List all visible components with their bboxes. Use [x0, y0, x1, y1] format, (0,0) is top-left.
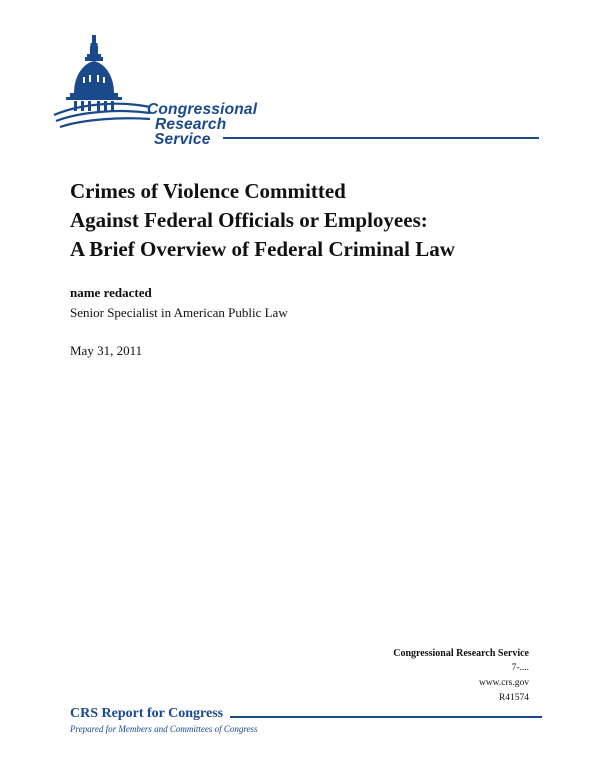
logo-divider	[223, 137, 539, 139]
contact-phone: 7-....	[511, 663, 529, 673]
title-line-1: Crimes of Violence Committed	[70, 179, 346, 203]
report-number: R41574	[498, 693, 529, 703]
logo-wordmark	[147, 102, 257, 147]
logo-line-2: Research	[155, 116, 227, 133]
author-role: Senior Specialist in American Public Law	[70, 305, 288, 320]
footer-divider	[230, 716, 542, 718]
contact-website: www.crs.gov	[478, 678, 529, 688]
title-line-2: Against Federal Officials or Employees:	[70, 208, 428, 232]
contact-organization: Congressional Research Service	[393, 648, 529, 659]
title-line-3: A Brief Overview of Federal Criminal Law	[70, 237, 455, 261]
footer-subtitle: Prepared for Members and Committees of Congress	[70, 724, 258, 734]
author-name: name redacted	[70, 285, 152, 300]
report-date: May 31, 2011	[70, 343, 143, 358]
logo-line-1: Congressional	[147, 101, 258, 118]
capitol-dome-icon	[52, 33, 152, 148]
logo-line-3: Service	[154, 131, 211, 148]
report-title	[70, 177, 570, 264]
crs-logo	[52, 33, 542, 148]
footer-title: CRS Report for Congress	[70, 706, 224, 721]
contact-block	[393, 646, 529, 706]
